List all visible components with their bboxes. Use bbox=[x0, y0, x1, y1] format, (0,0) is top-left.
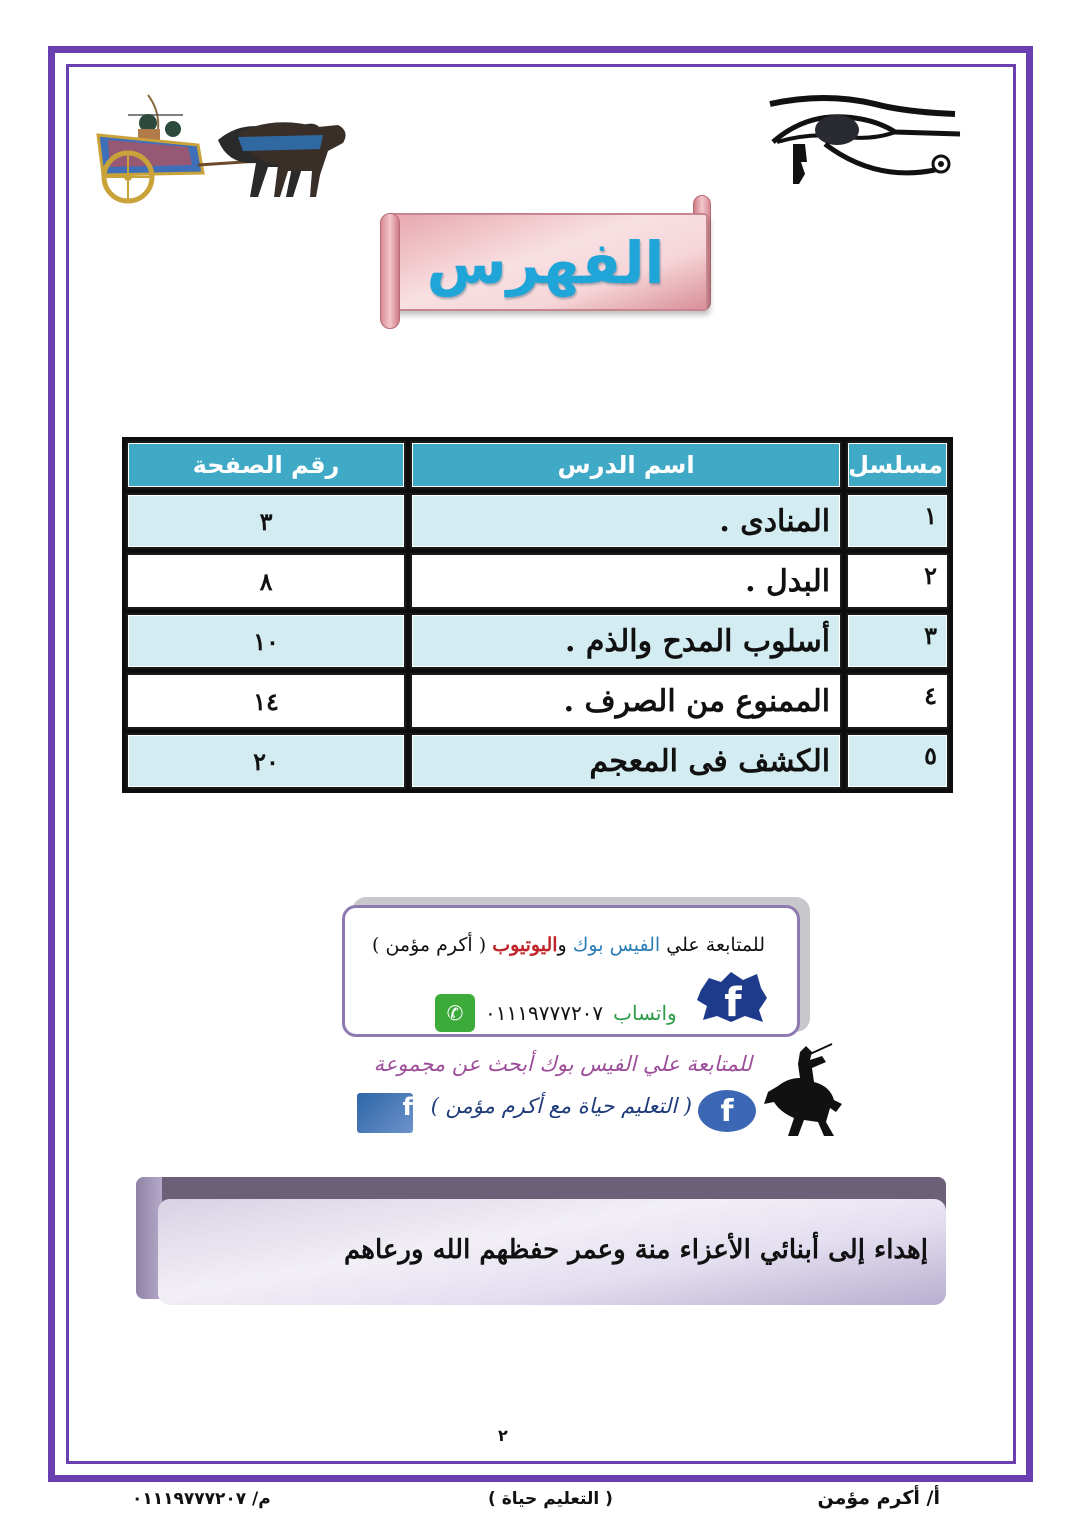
table-row bbox=[126, 673, 949, 729]
title-scroll-banner bbox=[378, 195, 713, 330]
whatsapp-icon[interactable]: ✆ bbox=[435, 994, 475, 1032]
whatsapp-row bbox=[435, 994, 677, 1032]
row-serial: ٤ bbox=[846, 673, 949, 729]
follow-info-box bbox=[342, 897, 810, 1042]
row-lesson: المنادى . bbox=[410, 493, 842, 549]
footer-slogan: ( التعليم حياة ) bbox=[488, 1489, 613, 1509]
row-lesson: الكشف فى المعجم bbox=[410, 733, 842, 789]
footer-phone: م/ ٠١١١٩٧٧٧٢٠٧ bbox=[132, 1489, 271, 1509]
author-name: ( أكرم مؤمن ) bbox=[372, 934, 493, 956]
row-lesson: البدل . bbox=[410, 553, 842, 609]
dedication-text: إهداء إلى أبنائي الأعزاء منة وعمر حفظهم الله ورعاهم bbox=[343, 1235, 928, 1265]
follow-panel bbox=[342, 905, 800, 1037]
egyptian-chariot-icon bbox=[88, 85, 358, 205]
group-search-text: للمتابعة علي الفيس بوك أبحث عن مجموعة bbox=[373, 1052, 752, 1076]
header-lesson: اسم الدرس bbox=[410, 441, 842, 489]
horse-rider-icon bbox=[760, 1042, 844, 1138]
row-page: ٨ bbox=[126, 553, 406, 609]
header-page: رقم الصفحة bbox=[126, 441, 406, 489]
svg-text:f: f bbox=[724, 980, 742, 1024]
page-title: الفهرس bbox=[426, 228, 665, 297]
row-serial: ٣ bbox=[846, 613, 949, 669]
facebook-circle-icon[interactable]: f bbox=[698, 1090, 756, 1132]
footer-author: أ/ أكرم مؤمن bbox=[817, 1487, 940, 1509]
facebook-splash-icon[interactable] bbox=[695, 970, 769, 1024]
facebook-link[interactable]: الفيس بوك bbox=[572, 934, 661, 956]
whatsapp-label: واتساب bbox=[613, 1001, 677, 1025]
whatsapp-number[interactable]: ٠١١١٩٧٧٧٢٠٧ bbox=[485, 1001, 604, 1025]
row-serial: ٥ bbox=[846, 733, 949, 789]
scroll-roll-left bbox=[380, 213, 400, 329]
table-header-row bbox=[126, 441, 949, 489]
dedication-banner bbox=[136, 1177, 946, 1305]
group-name-text[interactable]: ( التعليم حياة مع أكرم مؤمن ) bbox=[430, 1094, 692, 1118]
table-row bbox=[126, 553, 949, 609]
table-row bbox=[126, 613, 949, 669]
row-page: ٢٠ bbox=[126, 733, 406, 789]
row-serial: ٢ bbox=[846, 553, 949, 609]
facebook-box-icon[interactable]: f bbox=[357, 1093, 413, 1133]
table-row bbox=[126, 493, 949, 549]
youtube-link[interactable]: اليوتيوب bbox=[492, 934, 558, 956]
row-lesson: الممنوع من الصرف . bbox=[410, 673, 842, 729]
header-serial: مسلسل bbox=[846, 441, 949, 489]
row-page: ٣ bbox=[126, 493, 406, 549]
table-row bbox=[126, 733, 949, 789]
row-lesson: أسلوب المدح والذم . bbox=[410, 613, 842, 669]
follow-text: للمتابعة علي الفيس بوك واليوتيوب ( أكرم مؤمن ) bbox=[372, 934, 765, 956]
table-of-contents bbox=[122, 437, 953, 793]
row-serial: ١ bbox=[846, 493, 949, 549]
row-page: ١٠ bbox=[126, 613, 406, 669]
row-page: ١٤ bbox=[126, 673, 406, 729]
eye-of-horus-icon bbox=[765, 92, 965, 192]
page-number: ٢ bbox=[498, 1426, 508, 1445]
